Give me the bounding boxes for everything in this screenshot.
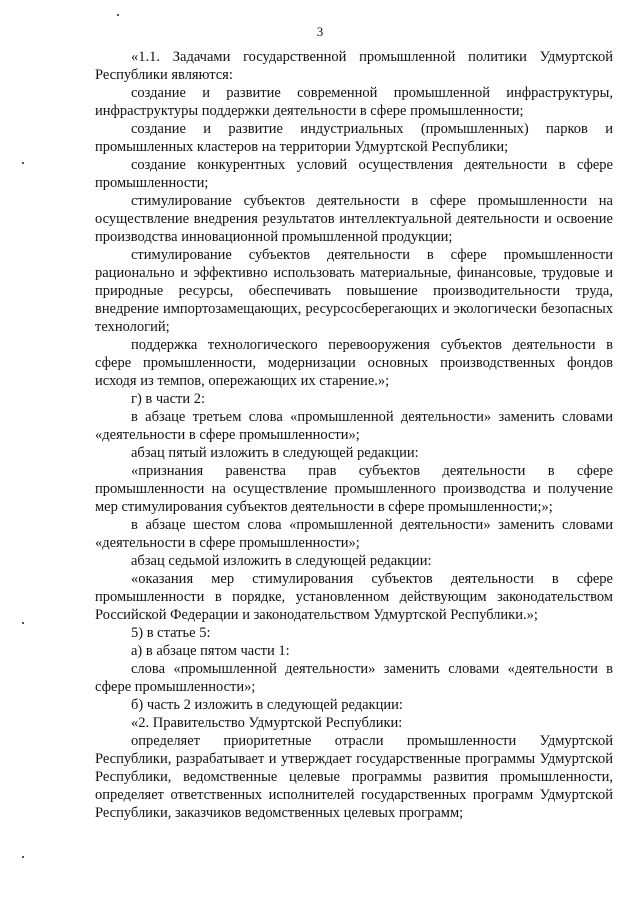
paragraph-industrial-parks: создание и развитие индустриальных (промышленных) парков и промышленных кластеров на территории Удмуртской Республики; <box>95 121 613 155</box>
paragraph-article-5: 5) в статье 5: <box>131 625 211 641</box>
scan-speck <box>117 14 119 16</box>
paragraph-part-2: г) в части 2: <box>131 391 206 407</box>
margin-dot <box>22 162 24 164</box>
paragraph-seventh-clause-intro: абзац седьмой изложить в следующей редакции: <box>131 553 432 569</box>
page-number: 3 <box>316 24 324 39</box>
paragraph-part-1-fifth-clause: а) в абзаце пятом части 1: <box>131 643 290 659</box>
document-body <box>95 48 613 822</box>
margin-dot <box>22 856 24 858</box>
paragraph-sixth-clause: в абзаце шестом слова «промышленной деятельности» заменить словами «деятельности в сфере промышленности»; <box>95 517 613 551</box>
paragraph-equality: «признания равенства прав субъектов деятельности в сфере промышленности на осуществление промышленного производства и получение мер стимулирования субъектов деятельности в сфере промышленности;»; <box>95 463 613 515</box>
paragraph-replace-words: слова «промышленной деятельности» заменить словами «деятельности в сфере промышленности»; <box>95 661 613 695</box>
paragraph-priority-sectors: определяет приоритетные отрасли промышленности Удмуртской Республики, разрабатывает и утверждает государственные программы Удмуртской Республики, ведомственные целевые программы развития промышленности, определяет ответственных исполнителей государственных программ Удмуртской Республики, заказчиков ведомственных целевых программ; <box>95 733 613 821</box>
paragraph-article-1-1-intro: «1.1. Задачами государственной промышленной политики Удмуртской Республики являются: <box>95 49 613 83</box>
paragraph-innovation: стимулирование субъектов деятельности в сфере промышленности на осуществление внедрения результатов интеллектуальной деятельности и освоение производства инновационной промышленной продукции; <box>95 193 613 245</box>
paragraph-fifth-clause-intro: абзац пятый изложить в следующей редакции: <box>131 445 419 461</box>
paragraph-competitive-conditions: создание конкурентных условий осуществления деятельности в сфере промышленности; <box>95 157 613 191</box>
paragraph-infrastructure: создание и развитие современной промышленной инфраструктуры, инфраструктуры поддержки деятельности в сфере промышленности; <box>95 85 613 119</box>
paragraph-modernization: поддержка технологического перевооружения субъектов деятельности в сфере промышленности, модернизации основных производственных фондов исходя из темпов, опережающих их старение.»; <box>95 337 613 389</box>
paragraph-government: «2. Правительство Удмуртской Республики: <box>131 715 403 731</box>
paragraph-support-measures: «оказания мер стимулирования субъектов деятельности в сфере промышленности в порядке, установленном действующим законодательством Российской Федерации и законодательством Удмуртской Республики.»; <box>95 571 613 623</box>
margin-dot <box>22 622 24 624</box>
paragraph-resources: стимулирование субъектов деятельности в сфере промышленности рационально и эффективно использовать материальные, финансовые, трудовые и природные ресурсы, обеспечивать повышение производительности труда, внедрение импортозамещающих, ресурсосберегающих и экологически безопасных технологий; <box>95 247 613 335</box>
paragraph-part-2-new-edition: б) часть 2 изложить в следующей редакции: <box>131 697 403 713</box>
paragraph-third-clause: в абзаце третьем слова «промышленной деятельности» заменить словами «деятельности в сфере промышленности»; <box>95 409 613 443</box>
